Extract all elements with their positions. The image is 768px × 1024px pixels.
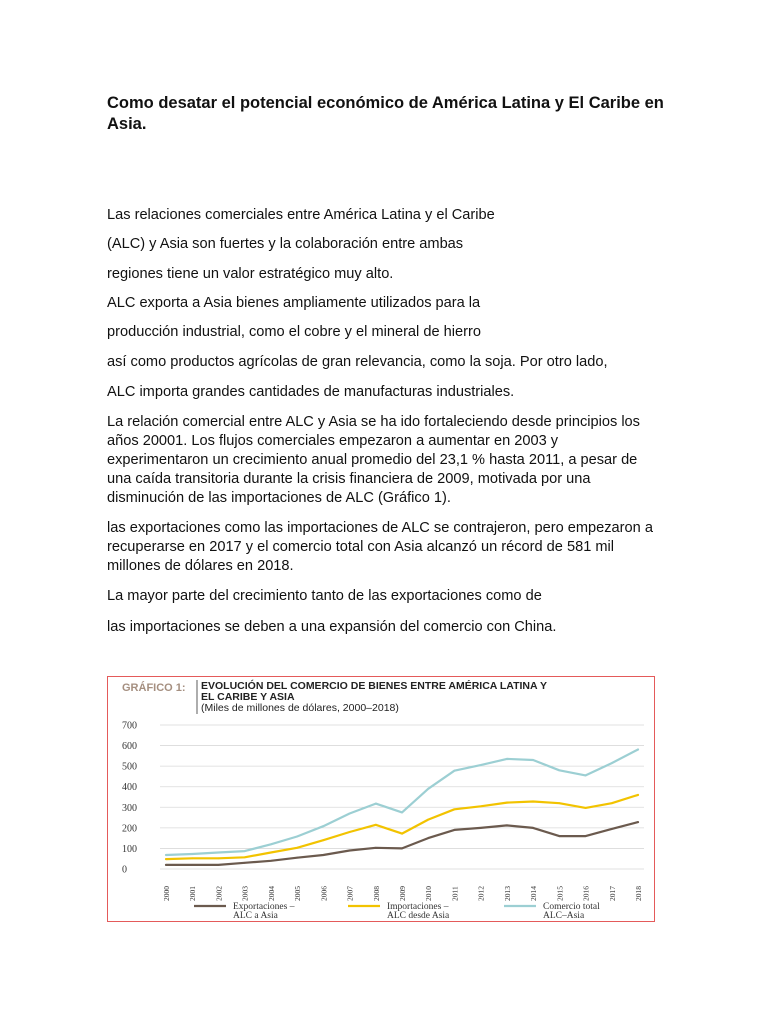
data-point xyxy=(375,847,377,849)
data-point xyxy=(322,825,324,827)
legend-label-line1: Comercio total xyxy=(543,902,600,912)
data-point xyxy=(558,835,560,837)
x-tick-label: 2008 xyxy=(371,886,381,901)
data-point xyxy=(270,843,272,845)
data-point xyxy=(270,852,272,854)
data-point xyxy=(244,856,246,858)
data-point xyxy=(296,857,298,859)
chart-svg xyxy=(108,677,654,921)
data-point xyxy=(611,828,613,830)
data-point xyxy=(454,829,456,831)
data-point xyxy=(375,803,377,805)
data-point xyxy=(349,850,351,852)
chart-figure xyxy=(107,676,655,922)
data-point xyxy=(244,862,246,864)
x-tick-label: 2002 xyxy=(214,886,224,901)
y-tick-label: 400 xyxy=(122,782,137,794)
x-tick-label: 2016 xyxy=(581,886,591,901)
document-title: Como desatar el potencial económico de América Latina y El Caribe en Asia. xyxy=(107,94,664,133)
y-tick-label: 500 xyxy=(122,761,137,773)
legend-label-line1: Importaciones – xyxy=(387,902,449,912)
y-tick-label: 300 xyxy=(122,802,137,814)
chart-label: GRÁFICO 1: xyxy=(122,682,186,694)
x-tick-label: 2018 xyxy=(634,886,643,901)
data-point xyxy=(165,858,167,860)
paragraph: producción industrial, como el cobre y el mineral de hierro xyxy=(107,324,481,340)
x-tick-label: 2011 xyxy=(450,886,460,901)
paragraph: Las relaciones comerciales entre América Latina y el Caribe xyxy=(107,207,495,223)
data-point xyxy=(349,813,351,815)
data-point xyxy=(165,854,167,856)
data-point xyxy=(191,853,193,855)
data-point xyxy=(454,808,456,810)
legend-label-line2: ALC–Asia xyxy=(543,911,585,921)
data-point xyxy=(401,833,403,835)
data-point xyxy=(191,864,193,866)
series-line-2 xyxy=(166,750,638,856)
data-point xyxy=(191,857,193,859)
data-point xyxy=(296,836,298,838)
chart-title-line2: EL CARIBE Y ASIA xyxy=(201,691,295,703)
data-point xyxy=(585,807,587,809)
chart-subtitle: (Miles de millones de dólares, 2000–2018) xyxy=(201,702,399,714)
x-tick-label: 2009 xyxy=(398,886,407,901)
x-tick-label: 2012 xyxy=(476,886,486,901)
data-point xyxy=(244,850,246,852)
data-point xyxy=(480,805,482,807)
legend-label-line2: ALC a Asia xyxy=(233,911,278,921)
x-tick-label: 2001 xyxy=(188,886,198,901)
data-point xyxy=(165,864,167,866)
data-point xyxy=(637,794,639,796)
data-point xyxy=(480,764,482,766)
y-tick-label: 100 xyxy=(122,843,137,855)
x-tick-label: 2014 xyxy=(529,886,539,901)
data-point xyxy=(322,854,324,856)
data-point xyxy=(585,775,587,777)
y-tick-label: 200 xyxy=(122,823,137,835)
data-point xyxy=(480,827,482,829)
paragraph: La mayor parte del crecimiento tanto de las exportaciones como de xyxy=(107,588,542,604)
x-tick-label: 2007 xyxy=(345,886,355,901)
data-point xyxy=(218,852,220,854)
data-point xyxy=(585,835,587,837)
legend-label-line2: ALC desde Asia xyxy=(387,911,450,921)
data-point xyxy=(427,819,429,821)
data-point xyxy=(506,824,508,826)
paragraph: las importaciones se deben a una expansión del comercio con China. xyxy=(107,619,557,635)
x-tick-label: 2015 xyxy=(555,886,565,901)
data-point xyxy=(637,821,639,823)
data-point xyxy=(637,749,639,751)
x-tick-label: 2004 xyxy=(266,886,276,901)
x-tick-label: 2017 xyxy=(607,886,617,901)
x-tick-label: 2005 xyxy=(293,886,303,901)
data-point xyxy=(401,812,403,814)
data-point xyxy=(427,837,429,839)
x-tick-label: 2013 xyxy=(502,886,512,901)
paragraph: La relación comercial entre ALC y Asia se ha ido fortaleciendo desde principios los años 20001. Los flujos comerciales empezaron a aumentar en 2003 y experimentaron un crecimiento anual promedio del 23,1 % hasta 2011, a pesar de una caída transitoria durante la crisis financiera de 2009, motivada por una disminución de las importaciones de ALC (Gráfico 1). xyxy=(107,414,640,506)
legend-label-line1: Exportaciones – xyxy=(233,902,295,912)
data-point xyxy=(270,860,272,862)
data-point xyxy=(427,788,429,790)
data-point xyxy=(218,864,220,866)
data-point xyxy=(532,827,534,829)
x-tick-label: 2006 xyxy=(319,886,329,901)
data-point xyxy=(218,857,220,859)
paragraph: ALC exporta a Asia bienes ampliamente utilizados para la xyxy=(107,295,481,311)
data-point xyxy=(558,802,560,804)
y-tick-label: 600 xyxy=(122,741,137,753)
data-point xyxy=(532,801,534,803)
data-point xyxy=(349,831,351,833)
x-tick-label: 2010 xyxy=(424,886,434,901)
paragraph: así como productos agrícolas de gran relevancia, como la soja. Por otro lado, xyxy=(107,354,608,370)
data-point xyxy=(296,847,298,849)
data-point xyxy=(401,848,403,850)
y-tick-label: 700 xyxy=(122,720,137,732)
data-point xyxy=(558,769,560,771)
data-point xyxy=(375,824,377,826)
x-tick-label: 2003 xyxy=(240,886,250,901)
y-tick-label: 0 xyxy=(122,864,127,876)
data-point xyxy=(532,759,534,761)
x-tick-label: 2000 xyxy=(162,886,171,901)
data-point xyxy=(611,802,613,804)
data-point xyxy=(611,762,613,764)
data-point xyxy=(506,802,508,804)
paragraph: ALC importa grandes cantidades de manufacturas industriales. xyxy=(107,384,515,400)
data-point xyxy=(454,770,456,772)
chart-title-line1: EVOLUCIÓN DEL COMERCIO DE BIENES ENTRE AMÉRICA LATINA Y xyxy=(201,680,547,692)
data-point xyxy=(322,839,324,841)
paragraph: regiones tiene un valor estratégico muy alto. xyxy=(107,266,394,282)
data-point xyxy=(506,758,508,760)
paragraph: (ALC) y Asia son fuertes y la colaboración entre ambas xyxy=(107,236,464,252)
paragraph: las exportaciones como las importaciones de ALC se contrajeron, pero empezaron a recuperarse en 2017 y el comercio total con Asia alcanzó un récord de 581 mil millones de dólares en 2018. xyxy=(107,520,653,574)
